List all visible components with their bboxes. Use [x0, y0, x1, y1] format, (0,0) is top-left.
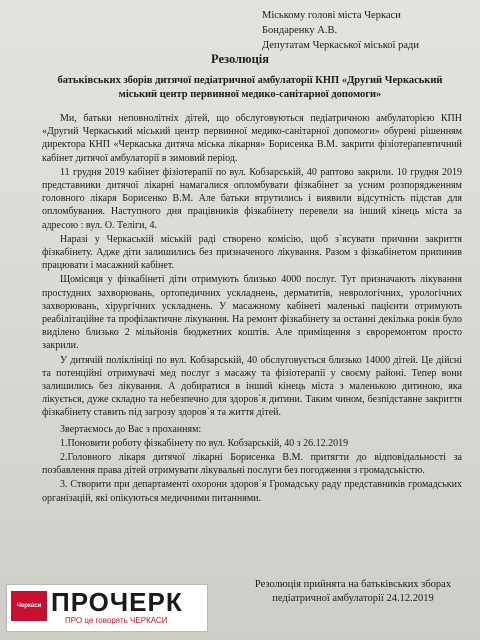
request-item: 3. Створити при департаменті охорони здоров`я Громадську раду представників громадських організацій, які опікуються медичними питаннями. [42, 479, 462, 504]
watermark-logo [6, 584, 208, 632]
body-paragraph: 11 грудня 2019 кабінет фізіотерапії по вул. Кобзарській, 40 раптово закрили. 10 грудня 2019 представники дитячої лікарні намагалися опломбувати фізкабінет за усним розпорядженням головного лікаря Борисенко В.М. Але батьки втрутились і виявили відсутність підстав для опломбування. Наступного дня працівників фізкабінету перевели на інший кінець міста за адресою : вул. О. Теліги, 4. [42, 166, 462, 231]
request-item: 2.Головного лікаря дитячої лікарні Борисенка В.М. притягти до відповідальності за позбавлення права дітей отримувати лікувальні послуги без погодження з громадськістю. [42, 452, 462, 477]
addressee-block [262, 8, 472, 53]
adoption-line: педіатричної амбулаторії 24.12.2019 [272, 593, 434, 604]
request-item: 1.Поновити роботу фізкабінету по вул. Кобзарській, 40 з 26.12.2019 [60, 437, 349, 449]
request-intro: Звертаємось до Вас з проханням: [60, 423, 202, 435]
logo-name: ПРОЧЕРК [51, 587, 183, 617]
logo-mark: Черкаси [11, 591, 47, 621]
body-paragraph: Ми, батьки неповнолітніх дітей, що обслуговуються педіатричною амбулаторією КПН «Другий Черкаський міський центр первинної медико-санітарної допомоги» обурені рішенням директора КНП «Черкаська дитяча міська лікарня» Борисенка В.М. закрити фізіотерапевтичний кабінет дитячої амбулаторії в зимовий період. [42, 113, 462, 164]
document-subtitle: батьківських зборів дитячої педіатричної амбулаторії КНП «Другий Черкаський міський центр первинної медико-санітарної допомоги» [57, 75, 443, 100]
logo-tagline: ПРО це говорять ЧЕРКАСИ [65, 616, 168, 625]
document-title: Резолюція [210, 52, 270, 66]
document-body [42, 112, 462, 506]
body-paragraph: Щомісяця у фізкабінеті діти отримують близько 4000 послуг. Тут призначають лікування простудних захворювань, ортопедичних ускладнень, дерматитів, неврологічних, урологічних захворювань, хірургічних ускладнень. У масажному кабінеті маленькі пацієнти отримують реабілітаційне та профілактичне лікування. На ремонт фізкабінету за останні декілька років було виділено близько 2 мільйонів бюджетних коштів. Але приміщення з євроремонтом просто закрили. [42, 274, 462, 352]
addressee-line: Депутатам Черкаської міської ради [262, 40, 419, 51]
body-paragraph: Наразі у Черкаській міській раді створено комісію, щоб з`ясувати причини закриття фізкабінету. Адже діти залишились без призначеного лікування. Разом з фізкабінетом припинив працювати і масажний кабінет. [42, 233, 462, 272]
adoption-note [238, 578, 468, 606]
adoption-line: Резолюція прийнята на батьківських зборах [254, 579, 452, 590]
addressee-line: Бондаренку А.В. [262, 25, 338, 36]
body-paragraph: У дитячій поліклініці по вул. Кобзарській, 40 обслуговується близько 14000 дітей. Це дійсні та потенційні отримувачі мед послуг з масажу та фізіотерапії у своєму районі. Тепер вони залишились без лікування. А добиратися в інший кінець міста з маленькою дитиною, яка лікується, дуже складно та небезпечно для здоров`я дитини. Таким чином, безпідставне закриття фізкабінету ставить під загрозу здоров`я та життя дітей. [42, 354, 462, 419]
addressee-line: Міському голові міста Черкаси [262, 10, 401, 21]
